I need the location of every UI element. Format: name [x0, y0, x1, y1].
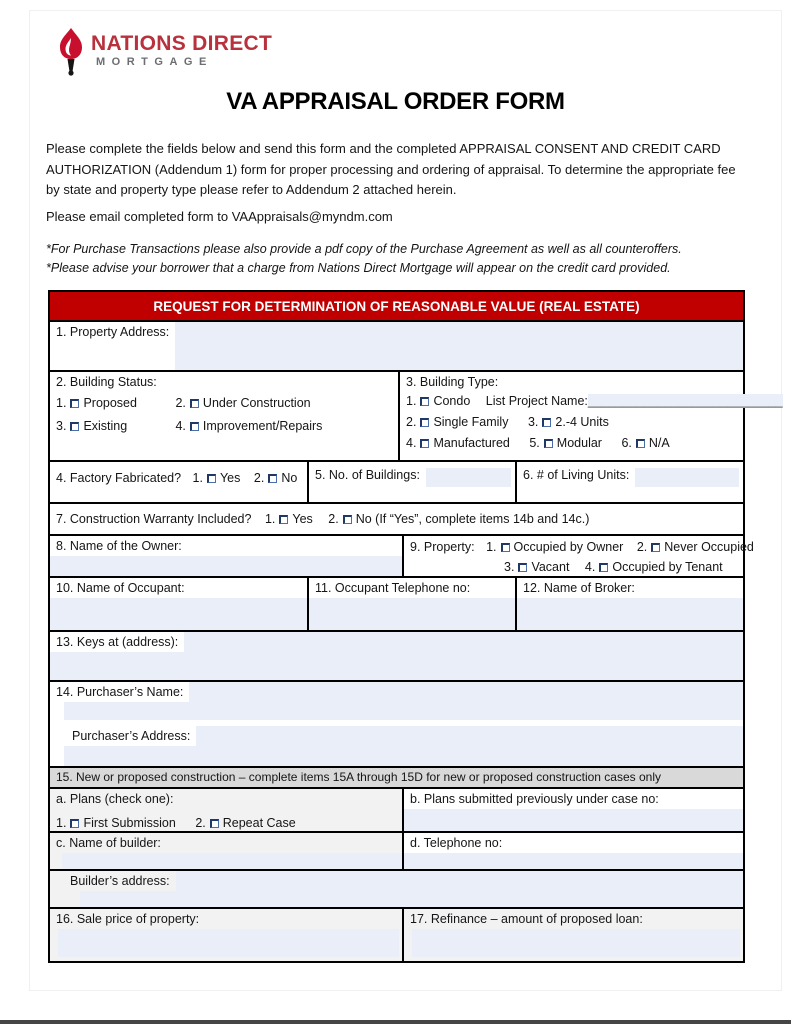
row-builder-address: [50, 871, 743, 909]
q15b-input[interactable]: [404, 809, 743, 831]
q6-input[interactable]: [635, 468, 739, 487]
checkbox-warranty-no[interactable]: [343, 515, 352, 524]
option-warranty-no: 2. No (If “Yes”, complete items 14b and 14c.): [328, 512, 590, 526]
q14-address-input-line2[interactable]: [64, 746, 743, 766]
row-plans: [50, 789, 743, 833]
option-proposed: 1. Proposed: [56, 396, 137, 410]
checkbox-existing[interactable]: [70, 422, 79, 431]
q16-input[interactable]: [58, 929, 399, 957]
option-2-4-units: 3. 2.-4 Units: [527, 415, 609, 429]
builder-address-input-line2[interactable]: [80, 891, 743, 907]
option-improvement-repairs: 4. Improvement/Repairs: [175, 419, 323, 433]
q10-occupant-cell: [50, 578, 307, 630]
checkbox-factory-no[interactable]: [268, 474, 277, 483]
q2-label: 2. Building Status:: [56, 375, 157, 389]
q1-property-address-input[interactable]: [175, 322, 743, 370]
option-manufactured: 4. Manufactured: [406, 436, 510, 450]
q5-input[interactable]: [426, 468, 511, 487]
option-occupied-by-owner: 1. Occupied by Owner: [486, 540, 624, 554]
q11-input[interactable]: [309, 598, 515, 630]
form-section-header: REQUEST FOR DETERMINATION OF REASONABLE VALUE (REAL ESTATE): [50, 292, 743, 322]
logo-tagline: MORTGAGE: [96, 56, 213, 69]
option-under-construction: 2. Under Construction: [175, 396, 311, 410]
q8-owner-cell: [50, 536, 402, 576]
q15a-label: a. Plans (check one):: [56, 792, 174, 806]
request-form-table: [48, 290, 783, 963]
checkbox-single-family[interactable]: [420, 418, 429, 427]
q17-input[interactable]: [412, 929, 740, 957]
q15-header: 15. New or proposed construction – complete items 15A through 15D for new or proposed construction cases only: [56, 770, 661, 784]
logo-name: NATIONS DIRECT: [91, 32, 273, 55]
option-factory-yes: 1. Yes: [192, 471, 241, 485]
q17-refinance-cell: [402, 909, 743, 961]
option-condo: 1. Condo: [406, 394, 471, 408]
q14-name-input-line2[interactable]: [64, 702, 743, 720]
footnotes: [46, 240, 748, 278]
row-occupant-phone-broker: [50, 578, 743, 632]
checkbox-manufactured[interactable]: [420, 439, 429, 448]
option-repeat-case: 2. Repeat Case: [195, 816, 296, 830]
q3-building-type-cell: [398, 372, 783, 460]
checkbox-first-submission[interactable]: [70, 819, 79, 828]
q15d-input[interactable]: [404, 853, 743, 869]
checkbox-improvement-repairs[interactable]: [190, 422, 199, 431]
email-instruction: Please email completed form to VAAppraisals@myndm.com: [46, 209, 393, 224]
page-title: VA APPRAISAL ORDER FORM: [226, 88, 565, 115]
checkbox-factory-yes[interactable]: [207, 474, 216, 483]
q16-label: 16. Sale price of property:: [56, 912, 200, 926]
q11-label: 11. Occupant Telephone no:: [315, 581, 471, 595]
option-factory-no: 2. No: [253, 471, 298, 485]
row-keys-at: [50, 632, 743, 682]
row-owner-property: [50, 536, 754, 578]
q14-address-label: Purchaser’s Address:: [72, 729, 191, 743]
checkbox-occupied-by-owner[interactable]: [501, 543, 510, 552]
q13-input-line1[interactable]: [184, 632, 743, 652]
row-factory-buildings-units: [50, 462, 743, 504]
q6-label: 6. # of Living Units:: [523, 468, 630, 482]
row-builder-phone: [50, 833, 743, 871]
q8-input[interactable]: [50, 556, 402, 576]
option-na: 6. N/A: [621, 436, 670, 450]
q12-broker-cell: [515, 578, 743, 630]
q15c-label: c. Name of builder:: [56, 836, 161, 850]
checkbox-under-construction[interactable]: [190, 399, 199, 408]
q9-property-cell: [402, 536, 754, 576]
q13-input-line2[interactable]: [50, 652, 743, 680]
q5-no-of-buildings-cell: [307, 462, 515, 502]
project-name-label: List Project Name:: [485, 394, 588, 408]
nations-direct-logo: [54, 27, 272, 82]
q15c-builder-cell: [50, 833, 402, 869]
checkbox-repeat-case[interactable]: [210, 819, 219, 828]
checkbox-vacant[interactable]: [518, 563, 527, 572]
q14-name-input-line1[interactable]: [189, 682, 743, 702]
q15b-label: b. Plans submitted previously under case no:: [410, 792, 659, 806]
option-first-submission: 1. First Submission: [56, 816, 176, 830]
row-15-section-header: [50, 768, 743, 789]
row-purchaser: [50, 682, 743, 768]
row-construction-warranty: [50, 504, 743, 536]
q15d-label: d. Telephone no:: [410, 836, 503, 850]
q14-name-label: 14. Purchaser’s Name:: [56, 685, 184, 699]
q7-label: 7. Construction Warranty Included?: [56, 512, 252, 526]
builder-address-label: Builder’s address:: [70, 874, 170, 888]
q13-label: 13. Keys at (address):: [56, 635, 179, 649]
row-building-status-type: [50, 372, 783, 462]
option-existing: 3. Existing: [56, 419, 128, 433]
note-credit-card-charge: *Please advise your borrower that a charge from Nations Direct Mortgage will appear on the credit card provided.: [46, 260, 671, 275]
q1-label: 1. Property Address:: [56, 325, 170, 339]
q4-label: 4. Factory Fabricated?: [56, 471, 182, 485]
checkbox-condo[interactable]: [420, 397, 429, 406]
q6-living-units-cell: [515, 462, 743, 502]
checkbox-occupied-by-tenant[interactable]: [599, 563, 608, 572]
option-never-occupied: 2. Never Occupied: [636, 540, 754, 554]
q2-building-status-cell: [50, 372, 398, 460]
q11-occupant-phone-cell: [307, 578, 515, 630]
q17-label: 17. Refinance – amount of proposed loan:: [410, 912, 643, 926]
option-modular: 5. Modular: [529, 436, 602, 450]
q10-label: 10. Name of Occupant:: [56, 581, 185, 595]
viewer-page-edge: [0, 1020, 791, 1024]
option-occupied-by-tenant: 4. Occupied by Tenant: [584, 560, 723, 574]
checkbox-never-occupied[interactable]: [651, 543, 660, 552]
checkbox-warranty-yes[interactable]: [279, 515, 288, 524]
intro-paragraph: Please complete the fields below and send this form and the completed APPRAISAL CONSENT AND CREDIT CARD AUTHORIZATION (Addendum 1) form for proper processing and ordering of appraisal. To determine the appropriate fee by state and property type please refer to Addendum 2 attached herein.: [46, 141, 736, 198]
q15a-plans-cell: [50, 789, 402, 831]
checkbox-proposed[interactable]: [70, 399, 79, 408]
checkbox-modular[interactable]: [544, 439, 553, 448]
checkbox-na[interactable]: [636, 439, 645, 448]
q3-label: 3. Building Type:: [406, 375, 499, 389]
row-property-address: [50, 322, 743, 372]
option-single-family: 2. Single Family: [406, 415, 509, 429]
q14-address-input-line1[interactable]: [196, 726, 743, 746]
row-sale-price-refinance: [50, 909, 743, 961]
q10-input[interactable]: [50, 598, 307, 630]
q15c-input[interactable]: [62, 853, 402, 869]
q5-label: 5. No. of Buildings:: [315, 468, 420, 482]
q16-sale-price-cell: [50, 909, 402, 961]
q9-label: 9. Property:: [410, 540, 475, 554]
builder-address-input-line1[interactable]: [176, 871, 743, 891]
option-vacant: 3. Vacant: [504, 560, 570, 574]
q12-label: 12. Name of Broker:: [523, 581, 635, 595]
q8-label: 8. Name of the Owner:: [56, 539, 182, 553]
q4-factory-fabricated-cell: [50, 462, 307, 502]
checkbox-2-4-units[interactable]: [542, 418, 551, 427]
torch-flame-icon: [54, 27, 88, 82]
q15b-case-no-cell: [402, 789, 743, 831]
option-warranty-yes: 1. Yes: [264, 512, 313, 526]
q12-input[interactable]: [517, 598, 743, 630]
project-name-input[interactable]: ____________________________: [587, 394, 783, 408]
q15d-phone-cell: [402, 833, 743, 869]
note-purchase-transactions: *For Purchase Transactions please also provide a pdf copy of the Purchase Agreement as well as all counteroffers.: [46, 242, 682, 256]
